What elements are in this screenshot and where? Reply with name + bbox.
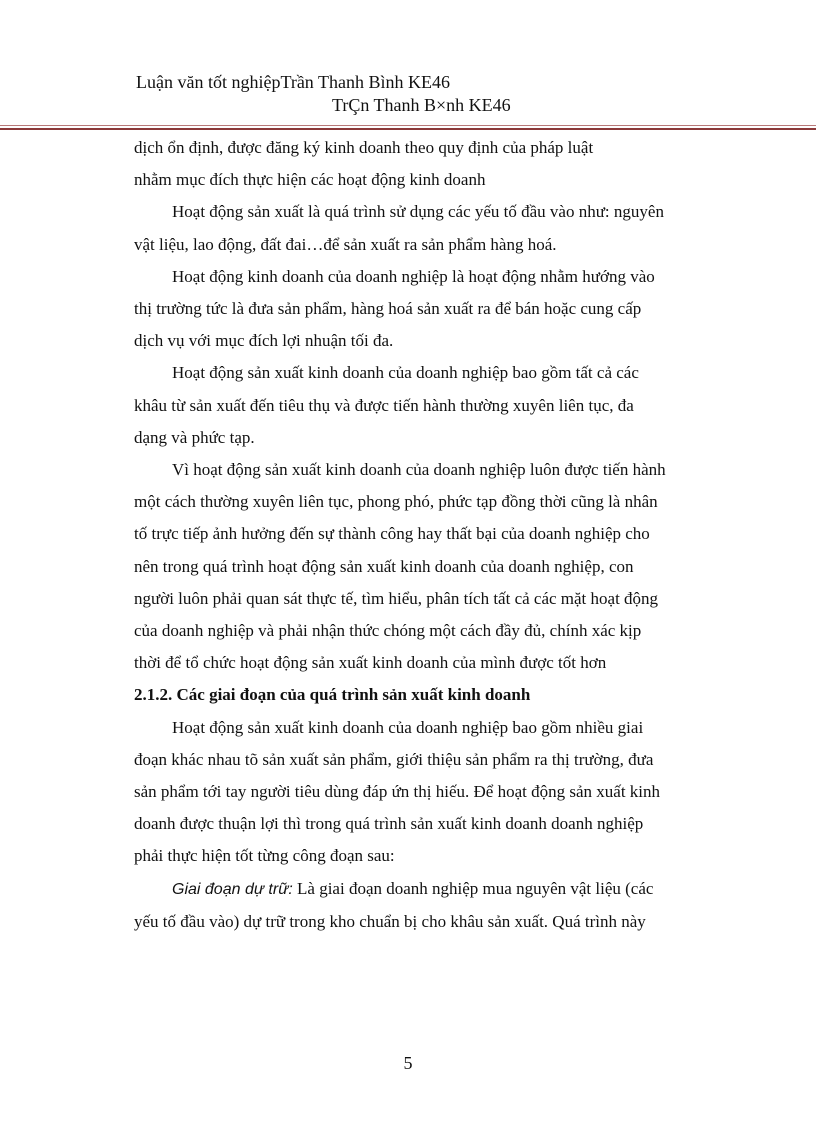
paragraph-line: doanh được thuận lợi thì trong quá trình sản xuất kinh doanh doanh nghiệp bbox=[134, 814, 644, 834]
document-body bbox=[134, 132, 738, 938]
header-title-line: Luận văn tốt nghiệpTrần Thanh Bình KE46 bbox=[136, 72, 450, 92]
paragraph-6 bbox=[134, 712, 738, 873]
paragraph-2 bbox=[134, 196, 738, 260]
paragraph-line: nên trong quá trình hoạt động sản xuất kinh doanh của doanh nghiệp, con bbox=[134, 556, 634, 576]
paragraph-line: phải thực hiện tốt từng công đoạn sau: bbox=[134, 846, 395, 866]
paragraph-line: vật liệu, lao động, đất đai…để sản xuất ra sản phẩm hàng hoá. bbox=[134, 234, 557, 254]
paragraph-3 bbox=[134, 261, 738, 358]
paragraph-line: dịch ổn định, được đăng ký kinh doanh theo quy định của pháp luật bbox=[134, 138, 594, 157]
section-heading: 2.1.2. Các giai đoạn của quá trình sản xuất kinh doanh bbox=[134, 685, 531, 705]
stage-label: Giai đoạn dự trữ: bbox=[172, 880, 293, 898]
paragraph-line: thị trường tức là đưa sản phẩm, hàng hoá sản xuất ra để bán hoặc cung cấp bbox=[134, 299, 642, 319]
paragraph-line: Hoạt động kinh doanh của doanh nghiệp là hoạt động nhằm hướng vào bbox=[172, 266, 655, 286]
paragraph-7 bbox=[134, 873, 738, 938]
paragraph-line: khâu từ sản xuất đến tiêu thụ và được tiến hành thường xuyên liên tục, đa bbox=[134, 395, 634, 415]
paragraph-line: Hoạt động sản xuất là quá trình sử dụng các yếu tố đầu vào như: nguyên bbox=[172, 202, 664, 222]
paragraph-line: nhằm mục đích thực hiện các hoạt động kinh doanh bbox=[134, 170, 486, 190]
paragraph-line: thời để tổ chức hoạt động sản xuất kinh doanh của mình được tốt hơn bbox=[134, 653, 607, 673]
paragraph-1 bbox=[134, 132, 738, 196]
paragraph-5 bbox=[134, 454, 738, 679]
paragraph-line: tố trực tiếp ảnh hưởng đến sự thành công hay thất bại của doanh nghiệp cho bbox=[134, 524, 650, 544]
header-author-line: TrÇn Thanh B×nh KE46 bbox=[332, 95, 511, 115]
header-divider bbox=[0, 125, 816, 130]
paragraph-line: dạng và phức tạp. bbox=[134, 427, 255, 447]
paragraph-line: Hoạt động sản xuất kinh doanh của doanh nghiệp bao gồm tất cả các bbox=[172, 363, 639, 383]
paragraph-line: Là giai đoạn doanh nghiệp mua nguyên vật liệu (các bbox=[292, 878, 654, 898]
paragraph-line: sản phẩm tới tay người tiêu dùng đáp ứn thị hiếu. Để hoạt động sản xuất kinh bbox=[134, 782, 661, 802]
paragraph-4 bbox=[134, 357, 738, 454]
paragraph-line: một cách thường xuyên liên tục, phong phó, phức tạp đồng thời cũng là nhân bbox=[134, 492, 658, 512]
paragraph-line: Vì hoạt động sản xuất kinh doanh của doanh nghiệp luôn được tiến hành bbox=[172, 460, 666, 480]
paragraph-line: người luôn phải quan sát thực tế, tìm hiểu, phân tích tất cả các mặt hoạt động bbox=[134, 588, 659, 608]
paragraph-line: dịch vụ với mục đích lợi nhuận tối đa. bbox=[134, 331, 394, 351]
page-number: 5 bbox=[403, 1053, 413, 1073]
paragraph-line: Hoạt động sản xuất kinh doanh của doanh nghiệp bao gồm nhiều giai bbox=[172, 717, 644, 737]
paragraph-line: của doanh nghiệp và phải nhận thức chóng một cách đầy đủ, chính xác kịp bbox=[134, 621, 642, 641]
paragraph-line: yếu tố đầu vào) dự trữ trong kho chuẩn bị cho khâu sản xuất. Quá trình này bbox=[134, 911, 646, 931]
page-header bbox=[0, 0, 816, 130]
paragraph-line: đoạn khác nhau tõ sản xuất sản phẩm, giới thiệu sản phẩm ra thị trường, đưa bbox=[134, 749, 654, 769]
